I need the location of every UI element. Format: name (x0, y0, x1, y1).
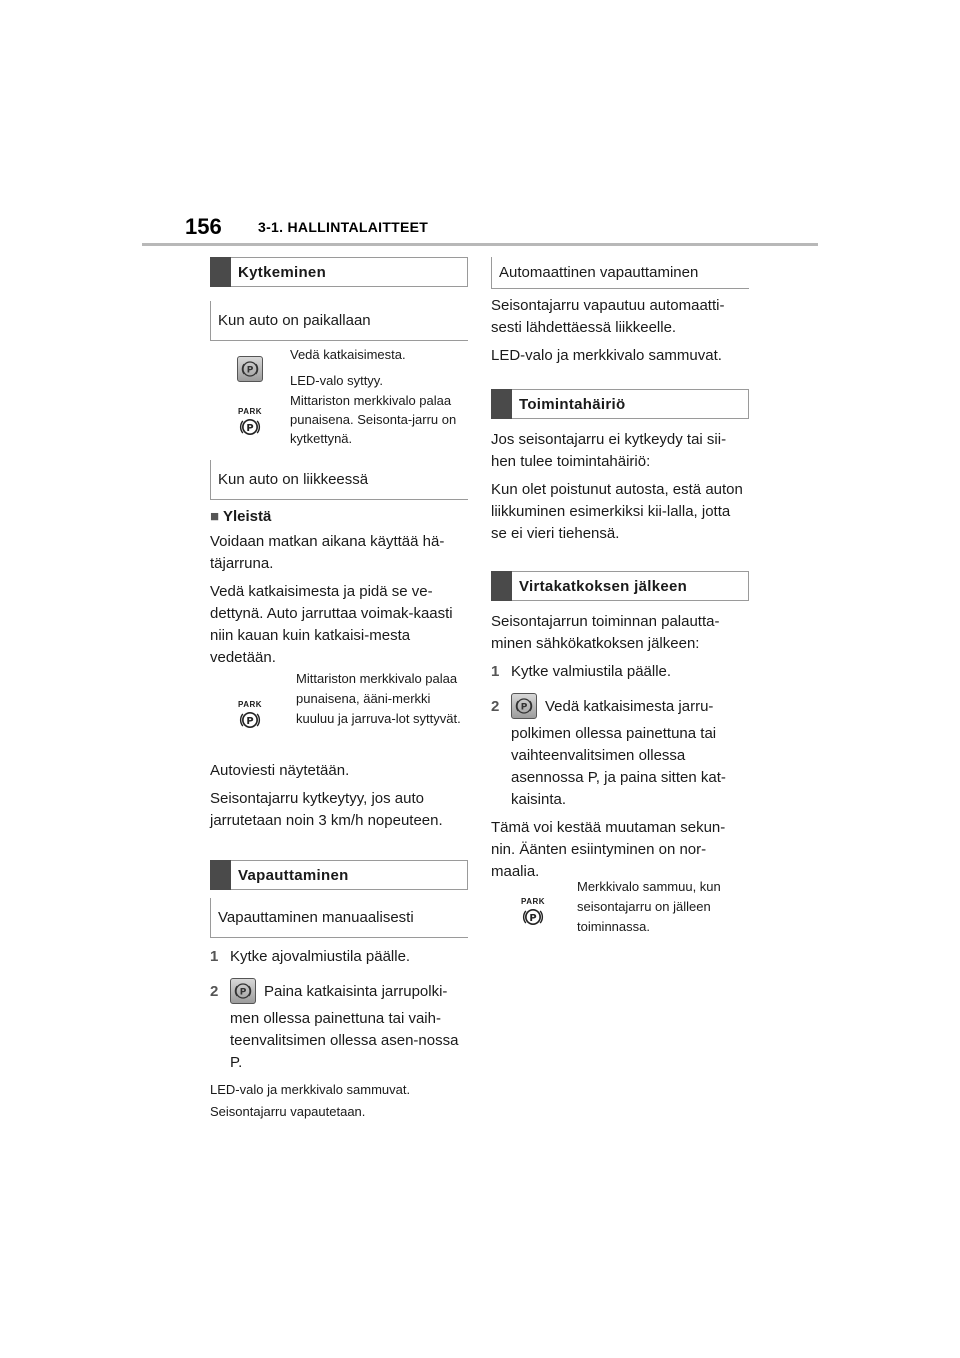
section-header-virtakatkoksen-jalkeen: Virtakatkoksen jälkeen (491, 571, 749, 601)
svg-text:P: P (246, 422, 254, 434)
release-step-1: 1 Kytke ajovalmiustila päälle. (210, 948, 411, 965)
svg-text:P: P (246, 715, 254, 727)
parking-brake-switch-icon (237, 356, 263, 384)
subheader-moving: Kun auto on liikkeessä (210, 460, 468, 500)
page-number: 156 (185, 214, 222, 239)
left-column (210, 257, 468, 341)
auto-engage-paragraph: Seisontajarru kytkeytyy, jos auto jarrutetaan noin 3 km/h nopeuteen. (210, 790, 443, 829)
restore-step-2: 2 P Vedä katkaisimesta jarru- (491, 693, 749, 719)
release-step-2: 2 P Paina katkaisinta jarrupolki- (210, 978, 468, 1004)
parking-brake-switch-icon (511, 693, 537, 719)
svg-text:P: P (246, 365, 254, 376)
park-indicator-icon: PARK P (237, 407, 263, 434)
parking-brake-switch-icon (230, 978, 256, 1004)
general-paragraph-2: Vedä katkaisimesta ja pidä se ve-dettynä. Auto jarruttaa voimak-kaasti niin kauan kuin katkaisi-mesta vedetään. (210, 583, 453, 666)
auto-message-paragraph: Autoviesti näytetään. (210, 762, 350, 779)
left-lower: Autoviesti näytetään. Seisontajarru kytkeytyy, jos auto jarrutetaan noin 3 km/h nopeuteen. Vapauttaminen Vapauttaminen manuaalisesti 1 Kytke ajovalmiustila päälle. 2 P Paina katkaisinta jarrupolki- men ollessa painettuna tai vaih-teenvalitsimen ollessa asen-nossa P. LED-valo ja merkkivalo sammuvat. Seisontajarru vapautetaan. (210, 760, 468, 1122)
moving-note: Mittariston merkkivalo palaa punaisena, ääni-merkki kuuluu ja jarruva-lot syttyvät. (296, 671, 461, 726)
svg-text:P: P (529, 912, 537, 924)
right-column: Automaattinen vapauttaminen Seisontajarru vapautuu automaatti-sesti lähdettäessä liikkeelle. LED-valo ja merkkivalo sammuvat. Toimintahäiriö Jos seisontajarru ei kytkeydy tai sii-hen tulee toimintahäiriö: Kun olet poistunut autosta, estä auton liikkuminen esimerkiksi kii-lalla, jotta se ei vieri tiehensä. Virtakatkoksen jälkeen Seisontajarrun toiminnan palautta-minen sähkökatkoksen jälkeen: 1 Kytke valmiustila päälle. 2 P Vedä katkaisimesta jarru- polkimen ollessa painettuna tai vaihteenvalitsimen ollessa asennossa P, ja paina sitten kat-kaisinta. Tämä voi kestää muutaman sekun-nin. Äänten esiintyminen on nor-maalia. (491, 257, 749, 883)
moving-section (210, 460, 468, 669)
subheader-manual-release: Vapauttaminen manuaalisesti (210, 898, 468, 938)
general-heading: ■ Yleistä (210, 508, 272, 525)
subheader-stationary: Kun auto on paikallaan (210, 301, 468, 341)
restore-step-1: 1 Kytke valmiustila päälle. (491, 663, 672, 680)
svg-text:P: P (520, 702, 528, 713)
general-paragraph-1: Voidaan matkan aikana käyttää hä-täjarruna. (210, 533, 445, 572)
header-divider (142, 243, 818, 246)
stationary-notes: Vedä katkaisimesta. LED-valo syttyy. Mittariston merkkivalo palaa punaisena. Seisonta-jarru on kytkettynä. (290, 347, 457, 446)
park-indicator-icon: PARK P (520, 897, 546, 924)
subheader-automatic-release: Automaattinen vapauttaminen (491, 257, 749, 289)
park-indicator-icon: PARK P (237, 700, 263, 727)
section-header-kytkeminen: Kytkeminen (210, 257, 468, 287)
svg-text:P: P (239, 987, 247, 998)
final-note: Merkkivalo sammuu, kun seisontajarru on jälleen toiminnassa. (577, 879, 721, 934)
section-header-vapauttaminen: Vapauttaminen (210, 860, 468, 890)
section-header-toimintahairio: Toimintahäiriö (491, 389, 749, 419)
chapter-title: 3-1. HALLINTALAITTEET (258, 219, 429, 235)
